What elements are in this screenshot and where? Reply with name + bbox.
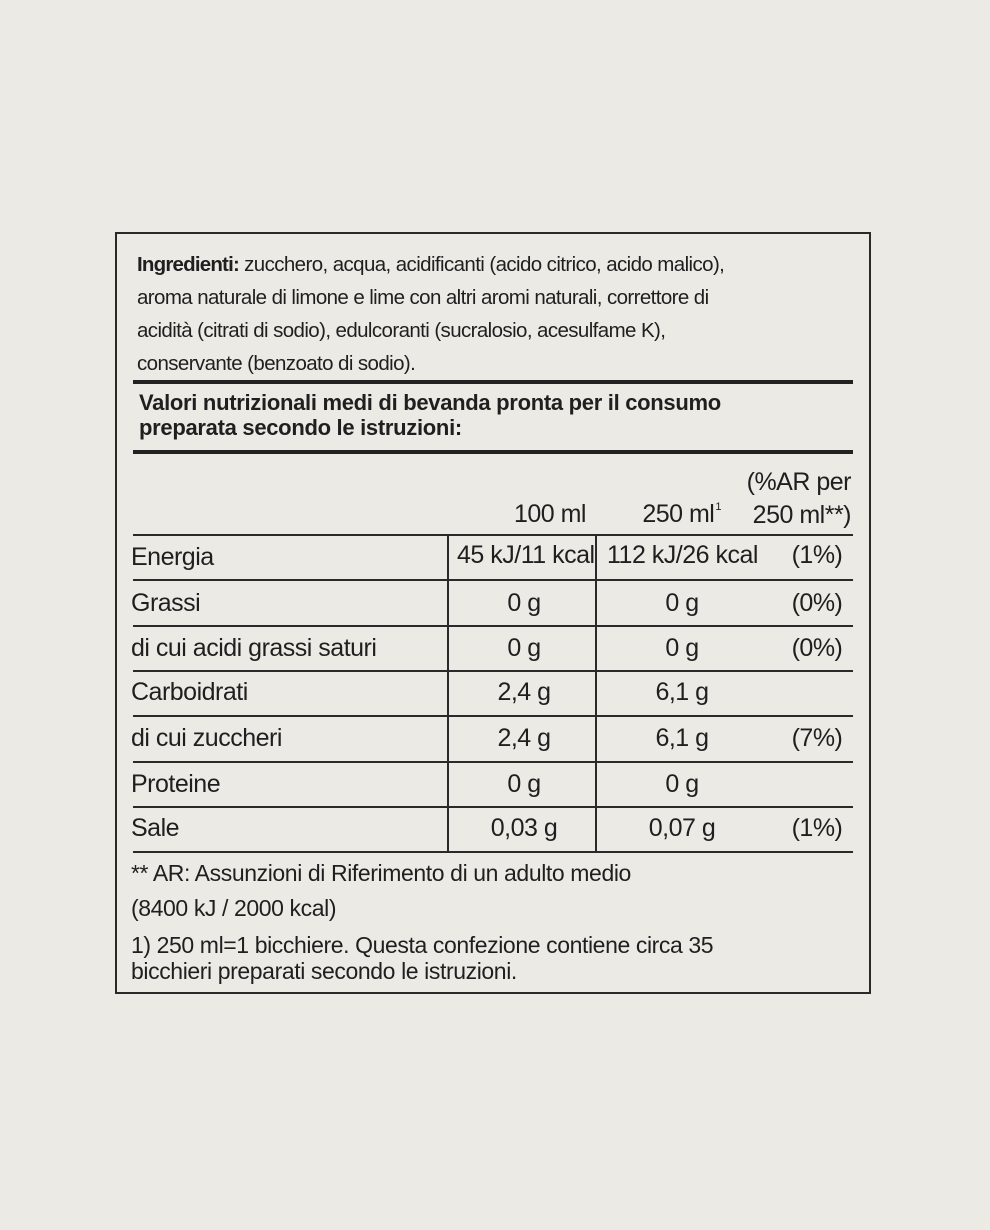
value-100ml: 2,4 g: [497, 724, 551, 752]
value-ar: (1%): [791, 814, 843, 842]
footnote-ar-energy: (8400 kJ / 2000 kcal): [131, 895, 337, 921]
value-250ml: 0 g: [665, 634, 699, 662]
value-100ml: 45 kJ/11 kcal: [457, 541, 595, 569]
value-100ml: 0 g: [507, 634, 541, 662]
value-250ml: 6,1 g: [655, 724, 709, 752]
table-divider: [133, 761, 853, 763]
value-ar: (7%): [791, 724, 843, 752]
value-100ml: 0,03 g: [490, 814, 558, 842]
nutrition-label: [115, 232, 871, 994]
footnote-ar: ** AR: Assunzioni di Riferimento di un adulto medio: [131, 860, 631, 886]
ingredients-line: acidità (citrati di sodio), edulcoranti (sucralosio, acesulfame K),: [137, 319, 666, 342]
header-ar-percent: (%AR per 250 ml**): [746, 468, 851, 529]
ingredients-heading: Ingredienti:: [137, 253, 240, 276]
section-divider: [133, 380, 853, 384]
value-100ml: 2,4 g: [497, 678, 551, 706]
value-100ml: 0 g: [507, 770, 541, 798]
footnote-serving: 1) 250 ml=1 bicchiere. Questa confezione contiene circa 35: [131, 932, 714, 958]
table-divider: [133, 851, 853, 853]
row-label: Grassi: [131, 589, 201, 617]
table-divider: [133, 625, 853, 627]
table-divider: [133, 806, 853, 808]
nutrition-title: Valori nutrizionali medi di bevanda pronta per il consumo preparata secondo le istruzioni:: [139, 390, 721, 440]
ingredients-line: conservante (benzoato di sodio).: [137, 352, 416, 375]
row-label: Energia: [131, 543, 214, 571]
table-divider: [133, 670, 853, 672]
table-divider: [133, 715, 853, 717]
header-250ml: 250 $ml^1$: [642, 500, 721, 528]
value-ar: (1%): [791, 541, 843, 569]
row-label: Sale: [131, 814, 180, 842]
row-label: Carboidrati: [131, 678, 248, 706]
value-ar: (0%): [791, 589, 843, 617]
value-250ml: 0,07 g: [648, 814, 716, 842]
value-250ml: 0 g: [665, 770, 699, 798]
value-250ml: 6,1 g: [655, 678, 709, 706]
table-divider: [133, 579, 853, 581]
column-divider: [447, 534, 449, 851]
ingredients-line: zucchero, acqua, acidificanti (acido citrico, acido malico),: [244, 253, 725, 276]
header-100ml: 100 ml: [513, 500, 586, 528]
ingredients-text: [137, 248, 857, 380]
value-100ml: 0 g: [507, 589, 541, 617]
ingredients-line: aroma naturale di limone e lime con altri aromi naturali, correttore di: [137, 286, 709, 309]
table-divider: [133, 534, 853, 536]
footnote-serving-cont: bicchieri preparati secondo le istruzioni.: [131, 958, 517, 984]
column-divider: [595, 534, 597, 851]
value-250ml: 112 kJ/26 kcal: [607, 541, 758, 569]
row-label: di cui zuccheri: [131, 724, 282, 752]
row-label: di cui acidi grassi saturi: [131, 634, 377, 662]
section-divider: [133, 450, 853, 454]
value-ar: (0%): [791, 634, 843, 662]
row-label: Proteine: [131, 770, 221, 798]
value-250ml: 0 g: [665, 589, 699, 617]
